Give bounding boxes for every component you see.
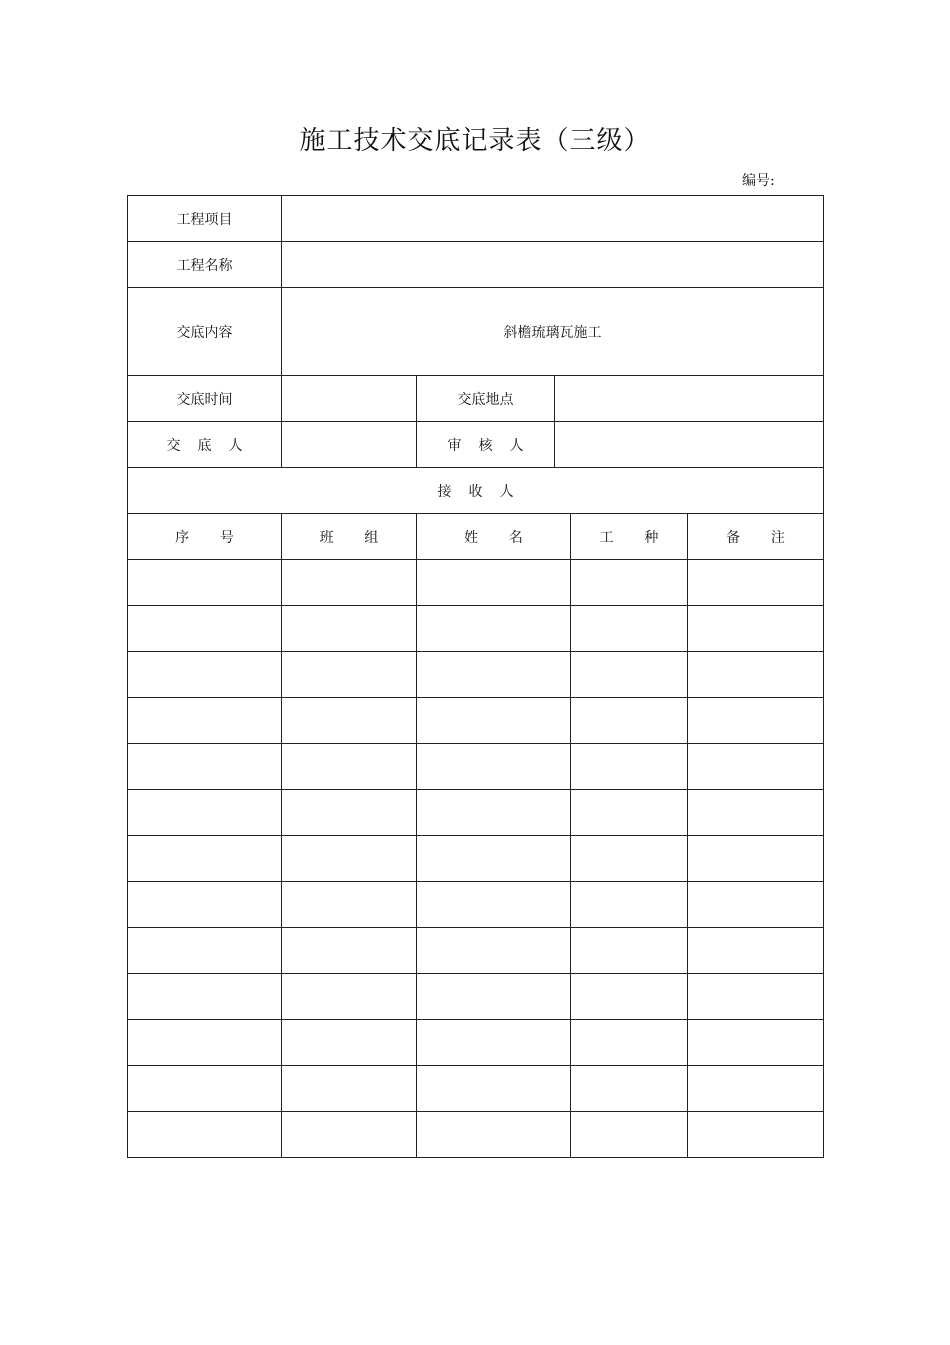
- receiver-trade-cell[interactable]: [571, 744, 688, 790]
- project-item-field[interactable]: [282, 196, 824, 242]
- receiver-remarks-cell[interactable]: [688, 560, 824, 606]
- receiver-team-cell[interactable]: [282, 652, 417, 698]
- reviewer-label: 审 核 人: [417, 422, 555, 468]
- reviewer-field[interactable]: [555, 422, 824, 468]
- column-header-remarks: 备 注: [688, 514, 824, 560]
- receiver-remarks-cell[interactable]: [688, 1020, 824, 1066]
- receiver-trade-cell[interactable]: [571, 560, 688, 606]
- table-row: [128, 698, 824, 744]
- receiver-index-cell[interactable]: [128, 882, 282, 928]
- document-number-label: 编号:: [742, 173, 775, 189]
- receiver-team-cell[interactable]: [282, 882, 417, 928]
- receiver-remarks-cell[interactable]: [688, 606, 824, 652]
- table-row: [128, 882, 824, 928]
- receiver-index-cell[interactable]: [128, 974, 282, 1020]
- receiver-trade-cell[interactable]: [571, 928, 688, 974]
- receiver-index-cell[interactable]: [128, 606, 282, 652]
- receivers-section-label: 接 收 人: [128, 468, 824, 514]
- receiver-trade-cell[interactable]: [571, 1020, 688, 1066]
- receiver-index-cell[interactable]: [128, 744, 282, 790]
- time-label: 交底时间: [128, 376, 282, 422]
- receiver-trade-cell[interactable]: [571, 790, 688, 836]
- receiver-team-cell[interactable]: [282, 1066, 417, 1112]
- receiver-remarks-cell[interactable]: [688, 882, 824, 928]
- receiver-index-cell[interactable]: [128, 1066, 282, 1112]
- receiver-index-cell[interactable]: [128, 560, 282, 606]
- content-label: 交底内容: [128, 288, 282, 376]
- table-row: [128, 606, 824, 652]
- receiver-name-cell[interactable]: [417, 652, 571, 698]
- receiver-remarks-cell[interactable]: [688, 928, 824, 974]
- receiver-team-cell[interactable]: [282, 790, 417, 836]
- receiver-name-cell[interactable]: [417, 1020, 571, 1066]
- receiver-trade-cell[interactable]: [571, 606, 688, 652]
- time-place-row: [128, 376, 824, 422]
- receiver-team-cell[interactable]: [282, 1112, 417, 1158]
- receiver-team-cell[interactable]: [282, 698, 417, 744]
- receiver-team-cell[interactable]: [282, 836, 417, 882]
- receiver-trade-cell[interactable]: [571, 1112, 688, 1158]
- receivers-header-row: [128, 514, 824, 560]
- project-item-row: [128, 196, 824, 242]
- receiver-name-cell[interactable]: [417, 928, 571, 974]
- receiver-name-cell[interactable]: [417, 882, 571, 928]
- receivers-section-row: [128, 468, 824, 514]
- project-name-row: [128, 242, 824, 288]
- receiver-remarks-cell[interactable]: [688, 652, 824, 698]
- column-header-index: 序 号: [128, 514, 282, 560]
- column-header-team: 班 组: [282, 514, 417, 560]
- receiver-index-cell[interactable]: [128, 1020, 282, 1066]
- receiver-name-cell[interactable]: [417, 744, 571, 790]
- receiver-index-cell[interactable]: [128, 698, 282, 744]
- receiver-index-cell[interactable]: [128, 790, 282, 836]
- table-row: [128, 928, 824, 974]
- table-row: [128, 790, 824, 836]
- receiver-index-cell[interactable]: [128, 836, 282, 882]
- receiver-name-cell[interactable]: [417, 1112, 571, 1158]
- receiver-remarks-cell[interactable]: [688, 974, 824, 1020]
- time-field[interactable]: [282, 376, 417, 422]
- receiver-team-cell[interactable]: [282, 974, 417, 1020]
- table-row: [128, 836, 824, 882]
- record-table: [127, 195, 824, 1158]
- table-row: [128, 560, 824, 606]
- table-row: [128, 1020, 824, 1066]
- receiver-index-cell[interactable]: [128, 928, 282, 974]
- column-header-trade: 工 种: [571, 514, 688, 560]
- project-item-label: 工程项目: [128, 196, 282, 242]
- table-row: [128, 1066, 824, 1112]
- receiver-remarks-cell[interactable]: [688, 1112, 824, 1158]
- receiver-trade-cell[interactable]: [571, 698, 688, 744]
- table-row: [128, 974, 824, 1020]
- receiver-remarks-cell[interactable]: [688, 744, 824, 790]
- presenter-reviewer-row: [128, 422, 824, 468]
- project-name-label: 工程名称: [128, 242, 282, 288]
- project-name-field[interactable]: [282, 242, 824, 288]
- place-field[interactable]: [555, 376, 824, 422]
- receiver-trade-cell[interactable]: [571, 882, 688, 928]
- receiver-team-cell[interactable]: [282, 744, 417, 790]
- receiver-index-cell[interactable]: [128, 1112, 282, 1158]
- receiver-name-cell[interactable]: [417, 560, 571, 606]
- page-title: 施工技术交底记录表（三级）: [299, 126, 651, 156]
- receiver-trade-cell[interactable]: [571, 652, 688, 698]
- table-row: [128, 744, 824, 790]
- table-row: [128, 652, 824, 698]
- receiver-team-cell[interactable]: [282, 1020, 417, 1066]
- receiver-remarks-cell[interactable]: [688, 698, 824, 744]
- receiver-name-cell[interactable]: [417, 1066, 571, 1112]
- receiver-remarks-cell[interactable]: [688, 1066, 824, 1112]
- receiver-team-cell[interactable]: [282, 928, 417, 974]
- place-label: 交底地点: [417, 376, 555, 422]
- presenter-label: 交 底 人: [128, 422, 282, 468]
- content-row: [128, 288, 824, 376]
- receiver-remarks-cell[interactable]: [688, 790, 824, 836]
- receiver-team-cell[interactable]: [282, 560, 417, 606]
- content-field[interactable]: 斜檐琉璃瓦施工: [282, 288, 824, 376]
- receiver-index-cell[interactable]: [128, 652, 282, 698]
- receiver-name-cell[interactable]: [417, 790, 571, 836]
- receiver-name-cell[interactable]: [417, 606, 571, 652]
- receiver-name-cell[interactable]: [417, 836, 571, 882]
- presenter-field[interactable]: [282, 422, 417, 468]
- receiver-remarks-cell[interactable]: [688, 836, 824, 882]
- receiver-name-cell[interactable]: [417, 698, 571, 744]
- receiver-trade-cell[interactable]: [571, 974, 688, 1020]
- receiver-team-cell[interactable]: [282, 606, 417, 652]
- receiver-name-cell[interactable]: [417, 974, 571, 1020]
- table-row: [128, 1112, 824, 1158]
- receiver-trade-cell[interactable]: [571, 836, 688, 882]
- receiver-trade-cell[interactable]: [571, 1066, 688, 1112]
- column-header-name: 姓 名: [417, 514, 571, 560]
